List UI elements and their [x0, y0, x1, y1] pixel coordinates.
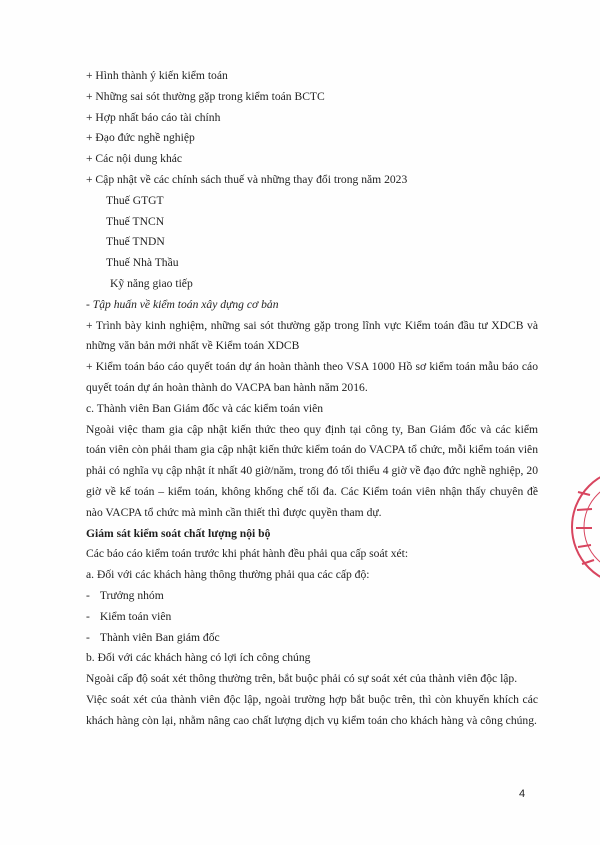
qc-heading: Giám sát kiểm soát chất lượng nội bộ [86, 526, 271, 540]
qc-paragraph: Ngoài cấp độ soát xét thông thường trên, bắt buộc phải có sự soát xét của thành viên độc lập. [86, 672, 518, 686]
training-paragraph: + Kiểm toán báo cáo quyết toán dự án hoàn thành theo VSA 1000 Hồ sơ kiểm toán mẫu báo cáo quyết toán dự án hoàn thành do VACPA ban hành năm 2016. [86, 360, 538, 394]
tax-item: Thuế GTGT [106, 193, 164, 207]
qc-level: - Kiểm toán viên [86, 609, 172, 623]
list-item: + Hợp nhất báo cáo tài chính [86, 110, 221, 124]
page-number: 4 [519, 788, 526, 800]
list-item: + Đạo đức nghề nghiệp [86, 131, 195, 145]
section-c-paragraph: Ngoài việc tham gia cập nhật kiến thức theo quy định tại công ty, Ban Giám đốc và các kiểm toán viên còn phải tham gia cập nhật kiến thức kiểm toán do VACPA tổ chức, mỗi kiểm toán viên phải có nghĩa vụ cập nhật ít nhất 40 giờ/năm, trong đó tối thiểu 4 giờ về đạo đức nghề nghiệp, 20 giờ về kế toán – kiểm toán, không khống chế tối đa. Các Kiểm toán viên nhận thấy chuyên đề nào VACPA tổ chức mà mình cần thiết thì được quyền tham dự. [86, 422, 538, 519]
training-paragraph: + Trình bày kinh nghiệm, những sai sót thường gặp trong lĩnh vực Kiểm toán đầu tư XDCB và những văn bản mới nhất về Kiểm toán XDCB [86, 318, 538, 353]
tax-item: Thuế TNDN [106, 235, 165, 249]
list-item: + Cập nhật về các chính sách thuế và những thay đổi trong năm 2023 [86, 172, 408, 186]
page-content [86, 66, 538, 732]
list-item: + Các nội dung khác [86, 152, 183, 166]
list-item: + Những sai sót thường gặp trong kiểm toán BCTC [86, 89, 325, 103]
qc-item-a: a. Đối với các khách hàng thông thường phải qua các cấp độ: [86, 568, 370, 582]
tax-item: Thuế Nhà Thầu [106, 256, 179, 270]
tax-item: Thuế TNCN [106, 214, 165, 228]
qc-intro: Các báo cáo kiểm toán trước khi phát hành đều phải qua cấp soát xét: [86, 547, 409, 561]
stamp-seal-icon [568, 452, 600, 602]
qc-level: - Trưởng nhóm [86, 588, 164, 602]
qc-level: - Thành viên Ban giám đốc [86, 630, 220, 644]
section-c-heading: c. Thành viên Ban Giám đốc và các kiểm toán viên [86, 401, 324, 415]
qc-paragraph: Việc soát xét của thành viên độc lập, ngoài trường hợp bắt buộc trên, thì còn khuyến khích các khách hàng còn lại, nhằm nâng cao chất lượng dịch vụ kiểm toán cho khách hàng và công chúng. [86, 692, 538, 727]
list-item: + Hình thành ý kiến kiểm toán [86, 69, 228, 82]
qc-item-b: b. Đối với các khách hàng có lợi ích công chúng [86, 651, 311, 665]
tax-item: Kỹ năng giao tiếp [110, 276, 193, 290]
training-heading: - Tập huấn về kiểm toán xây dựng cơ bản [86, 297, 279, 311]
